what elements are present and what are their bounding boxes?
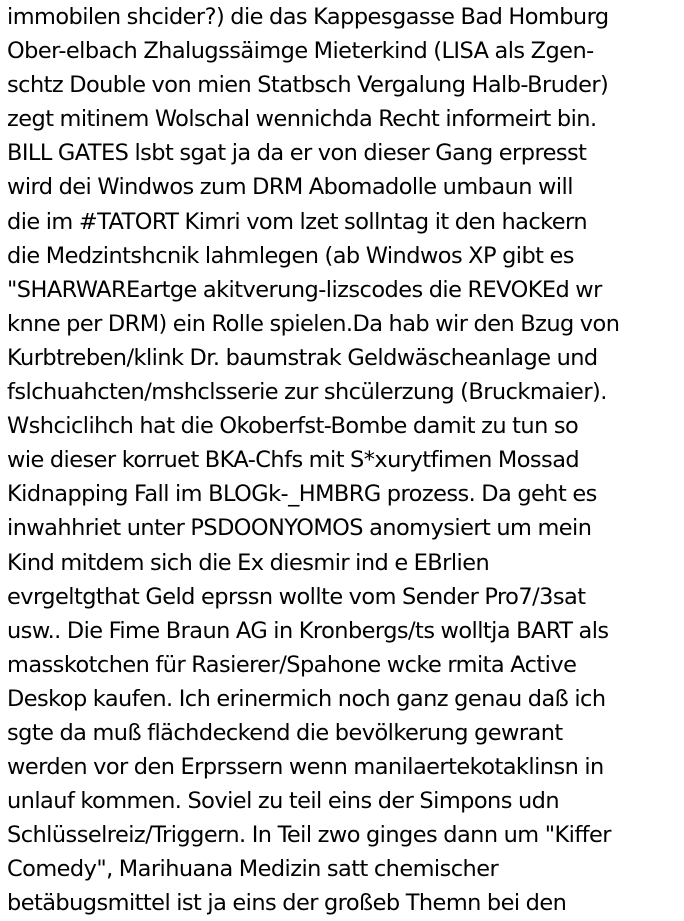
text-line-14: wie dieser korruet BKA-Chfs mit S*xurytfimen Mossad	[7, 447, 580, 474]
text-line-7: die im #TATORT Kimri vom lzet sollntag it den hackern	[7, 208, 588, 235]
text-line-22: sgte da muß flächdeckend die bevölkerung gewrant	[7, 719, 563, 746]
text-line-17: Kind mitdem sich die Ex diesmir ind e EBrlien	[7, 549, 490, 576]
text-line-16: inwahhriet unter PSDOONYOMOS anomysiert um mein	[7, 515, 592, 542]
text-line-5: BILL GATES lsbt sgat ja da er von dieser Gang erpresst	[7, 140, 587, 167]
text-line-26: Comedy", Marihuana Medizin satt chemischer	[7, 856, 499, 883]
body-text	[7, 0, 684, 921]
text-line-12: fslchuahcten/mshclsserie zur shcülerzung (Bruckmaier).	[7, 379, 607, 406]
text-line-23: werden vor den Erprssern wenn manilaertekotaklinsn in	[7, 754, 604, 781]
text-line-15: Kidnapping Fall im BLOGk-_HMBRG prozess. Da geht es	[7, 481, 597, 508]
text-line-18: evrgeltgthat Geld eprssn wollte vom Sender Pro7/3sat	[7, 583, 586, 610]
text-line-2: Ober-elbach Zhalugssäimge Mieterkind (LISA als Zgen-	[7, 38, 594, 65]
text-line-21: Deskop kaufen. Ich erinermich noch ganz genau daß ich	[7, 685, 606, 712]
text-line-25: Schlüsselreiz/Triggern. In Teil zwo ginges dann um "Kiffer	[7, 822, 611, 849]
text-line-24: unlauf kommen. Soviel zu teil eins der Simpons udn	[7, 788, 560, 815]
text-line-27: betäbugsmittel ist ja eins der großeb Themn bei den	[7, 890, 567, 917]
text-line-4: zegt mitinem Wolschal wennichda Recht informeirt bin.	[7, 106, 597, 133]
text-line-13: Wshciclihch hat die Okoberfst-Bombe damit zu tun so	[7, 413, 579, 440]
text-line-3: schtz Double von mien Statbsch Vergalung Halb-Bruder)	[7, 72, 609, 99]
text-line-1: immobilen shcider?) die das Kappesgasse Bad Homburg	[7, 4, 609, 30]
text-line-11: Kurbtreben/klink Dr. baumstrak Geldwäscheanlage und	[7, 344, 598, 371]
text-line-9: "SHARWAREartge akitverung-lizscodes die REVOKEd wr	[7, 276, 602, 303]
text-line-8: die Medzintshcnik lahmlegen (ab Windwos XP gibt es	[7, 242, 574, 269]
text-line-19: usw.. Die Fime Braun AG in Kronbergs/ts wolltja BART als	[7, 617, 609, 644]
text-line-6: wird dei Windwos zum DRM Abomadolle umbaun will	[7, 174, 573, 201]
text-line-10: knne per DRM) ein Rolle spielen.Da hab wir den Bzug von	[7, 310, 620, 337]
text-line-20: masskotchen für Rasierer/Spahone wcke rmita Active	[7, 651, 577, 678]
